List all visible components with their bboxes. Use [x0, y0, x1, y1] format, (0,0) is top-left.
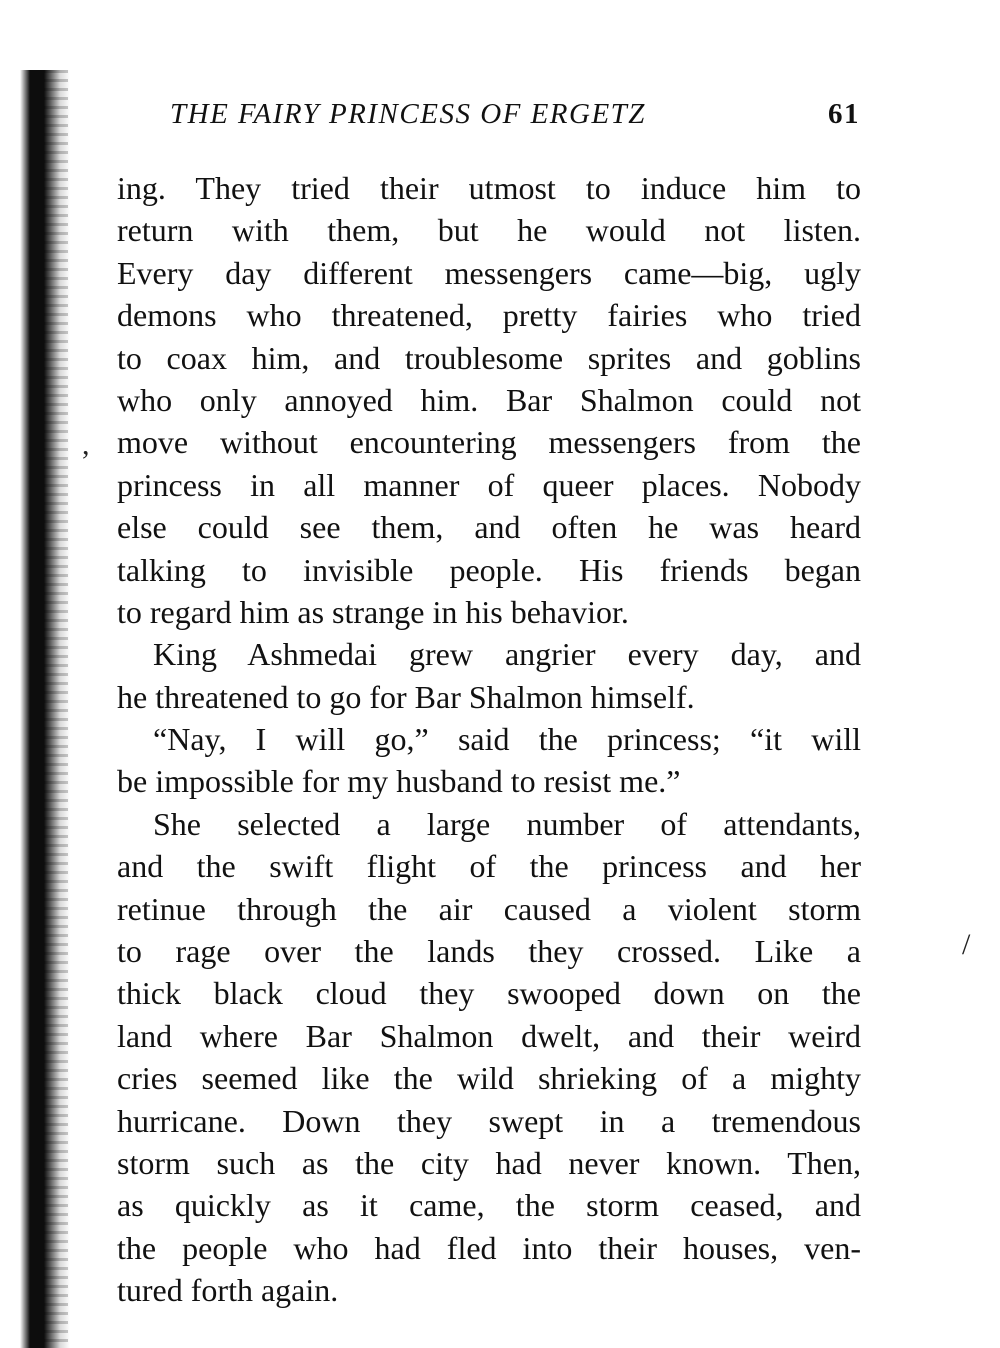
text-line: She selected a large number of attendants,	[153, 805, 861, 842]
text-line: talking to invisible people. His friends began	[117, 551, 861, 588]
stray-mark-right: /	[962, 928, 971, 961]
text-line: return with them, but he would not listen.	[117, 212, 861, 249]
text-line: who only annoyed him. Bar Shalmon could not	[117, 381, 861, 418]
text-line: hurricane. Down they swept in a tremendous	[117, 1102, 861, 1139]
text-line: retinue through the air caused a violent storm	[117, 890, 861, 927]
text-line: to regard him as strange in his behavior.	[117, 593, 629, 630]
text-line: he threatened to go for Bar Shalmon himself.	[117, 678, 695, 715]
text-line: “Nay, I will go,” said the princess; “it will	[153, 721, 861, 758]
text-line: be impossible for my husband to resist me.”	[117, 763, 681, 800]
text-line: and the swift flight of the princess and her	[117, 848, 861, 885]
text-line: demons who threatened, pretty fairies who tried	[117, 297, 861, 334]
running-header	[170, 98, 860, 144]
body-text	[117, 167, 861, 1312]
running-title: THE FAIRY PRINCESS OF ERGETZ	[170, 98, 646, 130]
text-line: move without encountering messengers from the	[117, 424, 861, 461]
text-line: cries seemed like the wild shrieking of a mighty	[117, 1060, 861, 1097]
text-line: land where Bar Shalmon dwelt, and their weird	[117, 1017, 861, 1054]
text-line: thick black cloud they swooped down on the	[117, 975, 861, 1012]
text-line: as quickly as it came, the storm ceased, and	[117, 1187, 861, 1224]
text-line: the people who had fled into their houses, ven-	[117, 1229, 861, 1266]
text-line: to rage over the lands they crossed. Like a	[117, 933, 861, 970]
binding-speckle	[44, 70, 68, 1348]
page-number: 61	[828, 98, 860, 130]
text-line: else could see them, and often he was heard	[117, 509, 861, 546]
stray-mark-left: ,	[82, 428, 90, 461]
text-line: storm such as the city had never known. Then,	[117, 1144, 861, 1181]
text-line: to coax him, and troublesome sprites and goblins	[117, 339, 861, 376]
text-line: King Ashmedai grew angrier every day, and	[153, 636, 861, 673]
text-line: ing. They tried their utmost to induce him to	[117, 170, 861, 206]
text-line: Every day different messengers came—big, ugly	[117, 254, 861, 291]
text-line: tured forth again.	[117, 1272, 339, 1309]
text-line: princess in all manner of queer places. Nobody	[117, 466, 861, 503]
